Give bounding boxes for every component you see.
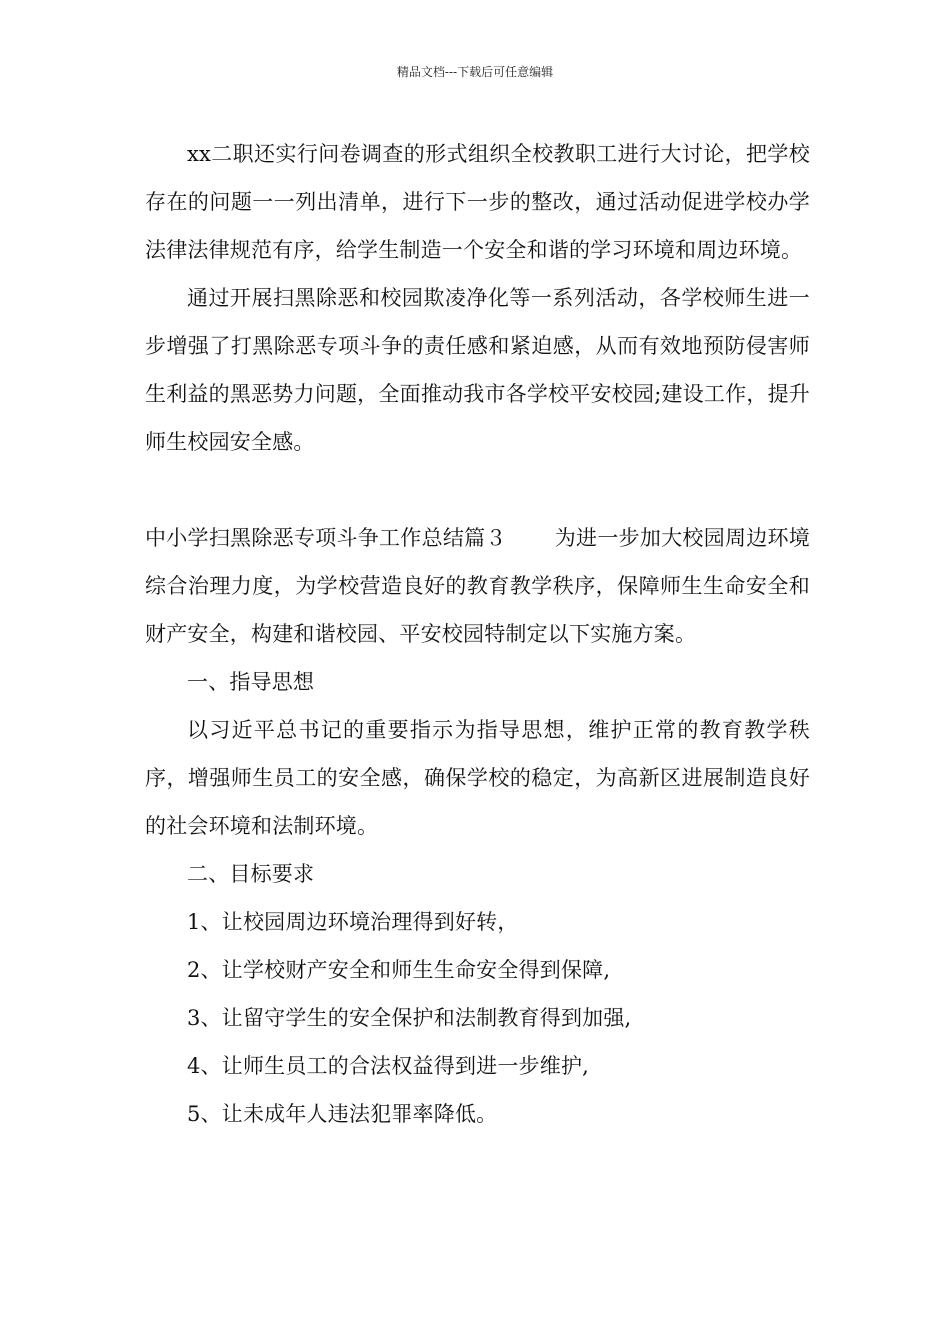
- list-item: 5、让未成年人违法犯罪率降低。: [187, 1102, 498, 1126]
- paragraph-1: xx二职还实行问卷调查的形式组织全校教职工进行大讨论，把学校存在的问题一一列出清单，进行下一步的整改，通过活动促进学校办学法律法律规范有序，给学生制造一个安全和谐的学习环境和周边环境。: [145, 142, 810, 262]
- document-body: [145, 130, 810, 1138]
- section-title: 中小学扫黑除恶专项斗争工作总结篇３: [145, 526, 507, 550]
- paragraph-2: 通过开展扫黑除恶和校园欺凌净化等一系列活动，各学校师生进一步增强了打黑除恶专项斗争的责任感和紧迫感，从而有效地预防侵害师生利益的黑恶势力问题，全面推动我市各学校平安校园;建设工作，提升师生校园安全感。: [145, 286, 810, 454]
- section-title-line: [145, 514, 810, 658]
- blank-line: [145, 466, 810, 514]
- list-item: 3、让留守学生的安全保护和法制教育得到加强,: [187, 1006, 632, 1030]
- heading-goals: 二、目标要求: [187, 862, 315, 886]
- list-item: 2、让学校财产安全和师生生命安全得到保障,: [187, 958, 611, 982]
- page-header: 精品文档---下载后可任意编辑: [396, 65, 554, 79]
- heading-guiding-thought: 一、指导思想: [187, 670, 315, 694]
- list-item: 1、让校园周边环境治理得到好转，: [187, 910, 519, 934]
- paragraph-4: 以习近平总书记的重要指示为指导思想，维护正常的教育教学秩序，增强师生员工的安全感，确保学校的稳定，为高新区进展制造良好的社会环境和法制环境。: [145, 718, 810, 838]
- list-item: 4、让师生员工的合法权益得到进一步维护,: [187, 1054, 590, 1078]
- paragraph-3: 为进一步加大校园周边环境综合治理力度，为学校营造良好的教育教学秩序，保障师生生命安全和财产安全，构建和谐校园、平安校园特制定以下实施方案。: [145, 526, 810, 646]
